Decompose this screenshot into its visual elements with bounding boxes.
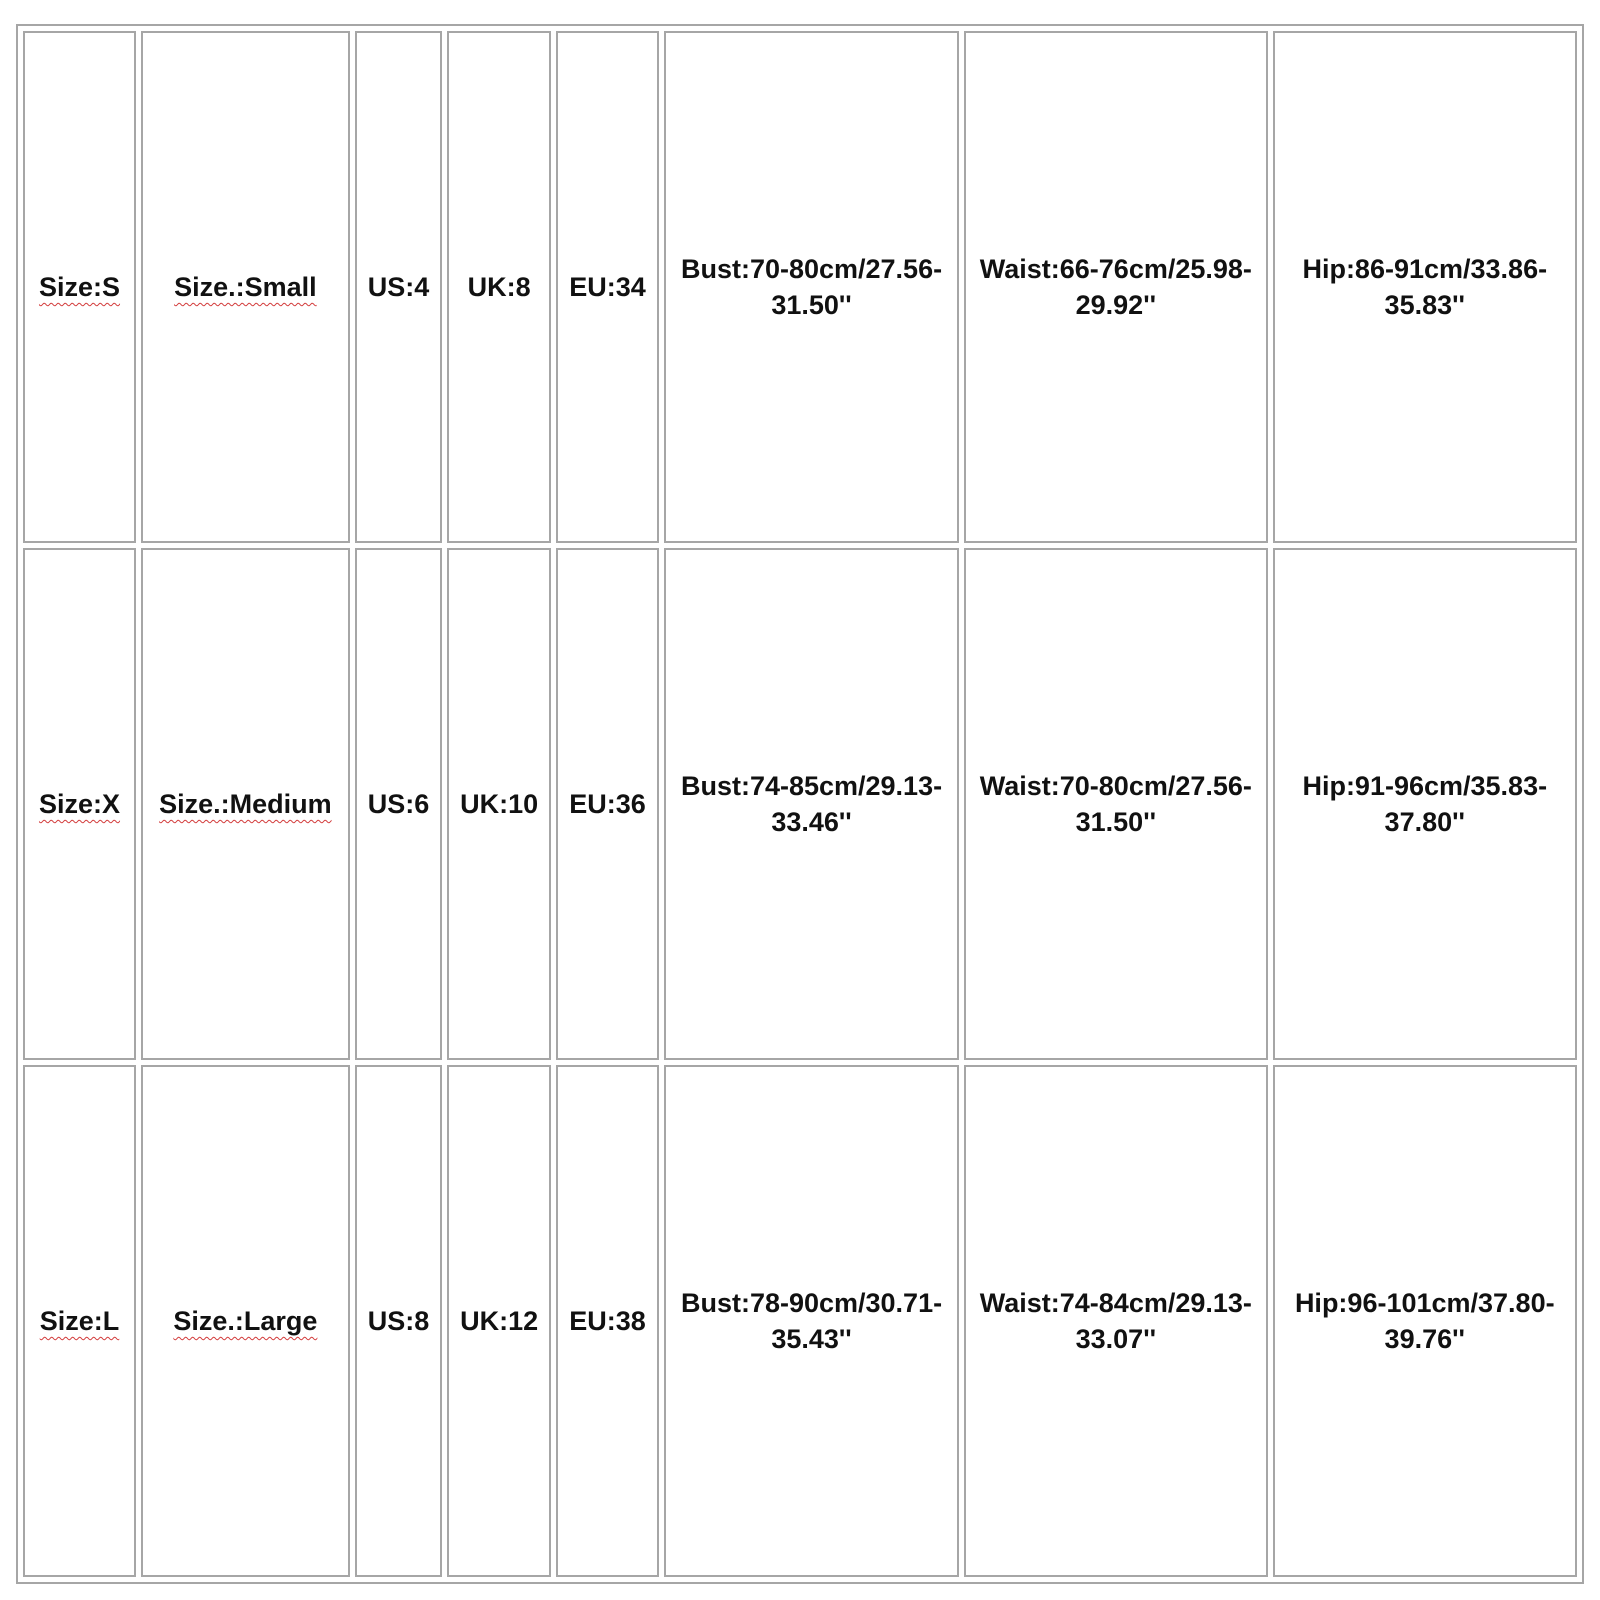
size-cell bbox=[23, 1065, 136, 1577]
eu-size-cell: EU:34 bbox=[556, 31, 659, 543]
uk-size-cell: UK:12 bbox=[447, 1065, 551, 1577]
size-name-cell bbox=[141, 31, 350, 543]
size-name-cell bbox=[141, 1065, 350, 1577]
size-code: Size:X bbox=[38, 789, 121, 819]
eu-size-cell: EU:38 bbox=[556, 1065, 659, 1577]
size-cell bbox=[23, 548, 136, 1060]
size-chart-table bbox=[16, 24, 1584, 1584]
uk-size-cell: UK:10 bbox=[447, 548, 551, 1060]
size-code: Size:L bbox=[39, 1306, 120, 1336]
bust-cell: Bust:78-90cm/30.71-35.43'' bbox=[664, 1065, 959, 1577]
size-row-medium bbox=[23, 548, 1577, 1060]
size-row-large bbox=[23, 1065, 1577, 1577]
bust-cell: Bust:70-80cm/27.56-31.50'' bbox=[664, 31, 959, 543]
hip-cell: Hip:86-91cm/33.86-35.83'' bbox=[1273, 31, 1577, 543]
size-name: Size.:Small bbox=[174, 272, 317, 302]
size-name-cell bbox=[141, 548, 350, 1060]
size-code: Size:S bbox=[38, 272, 121, 302]
hip-cell: Hip:96-101cm/37.80-39.76'' bbox=[1273, 1065, 1577, 1577]
us-size-cell: US:6 bbox=[355, 548, 443, 1060]
size-cell bbox=[23, 31, 136, 543]
bust-cell: Bust:74-85cm/29.13-33.46'' bbox=[664, 548, 959, 1060]
waist-cell: Waist:74-84cm/29.13-33.07'' bbox=[964, 1065, 1267, 1577]
waist-cell: Waist:70-80cm/27.56-31.50'' bbox=[964, 548, 1267, 1060]
us-size-cell: US:8 bbox=[355, 1065, 443, 1577]
waist-cell: Waist:66-76cm/25.98-29.92'' bbox=[964, 31, 1267, 543]
hip-cell: Hip:91-96cm/35.83-37.80'' bbox=[1273, 548, 1577, 1060]
size-name: Size.:Medium bbox=[159, 789, 332, 819]
us-size-cell: US:4 bbox=[355, 31, 443, 543]
size-name: Size.:Large bbox=[173, 1306, 318, 1336]
eu-size-cell: EU:36 bbox=[556, 548, 659, 1060]
uk-size-cell: UK:8 bbox=[447, 31, 551, 543]
size-row-small bbox=[23, 31, 1577, 543]
